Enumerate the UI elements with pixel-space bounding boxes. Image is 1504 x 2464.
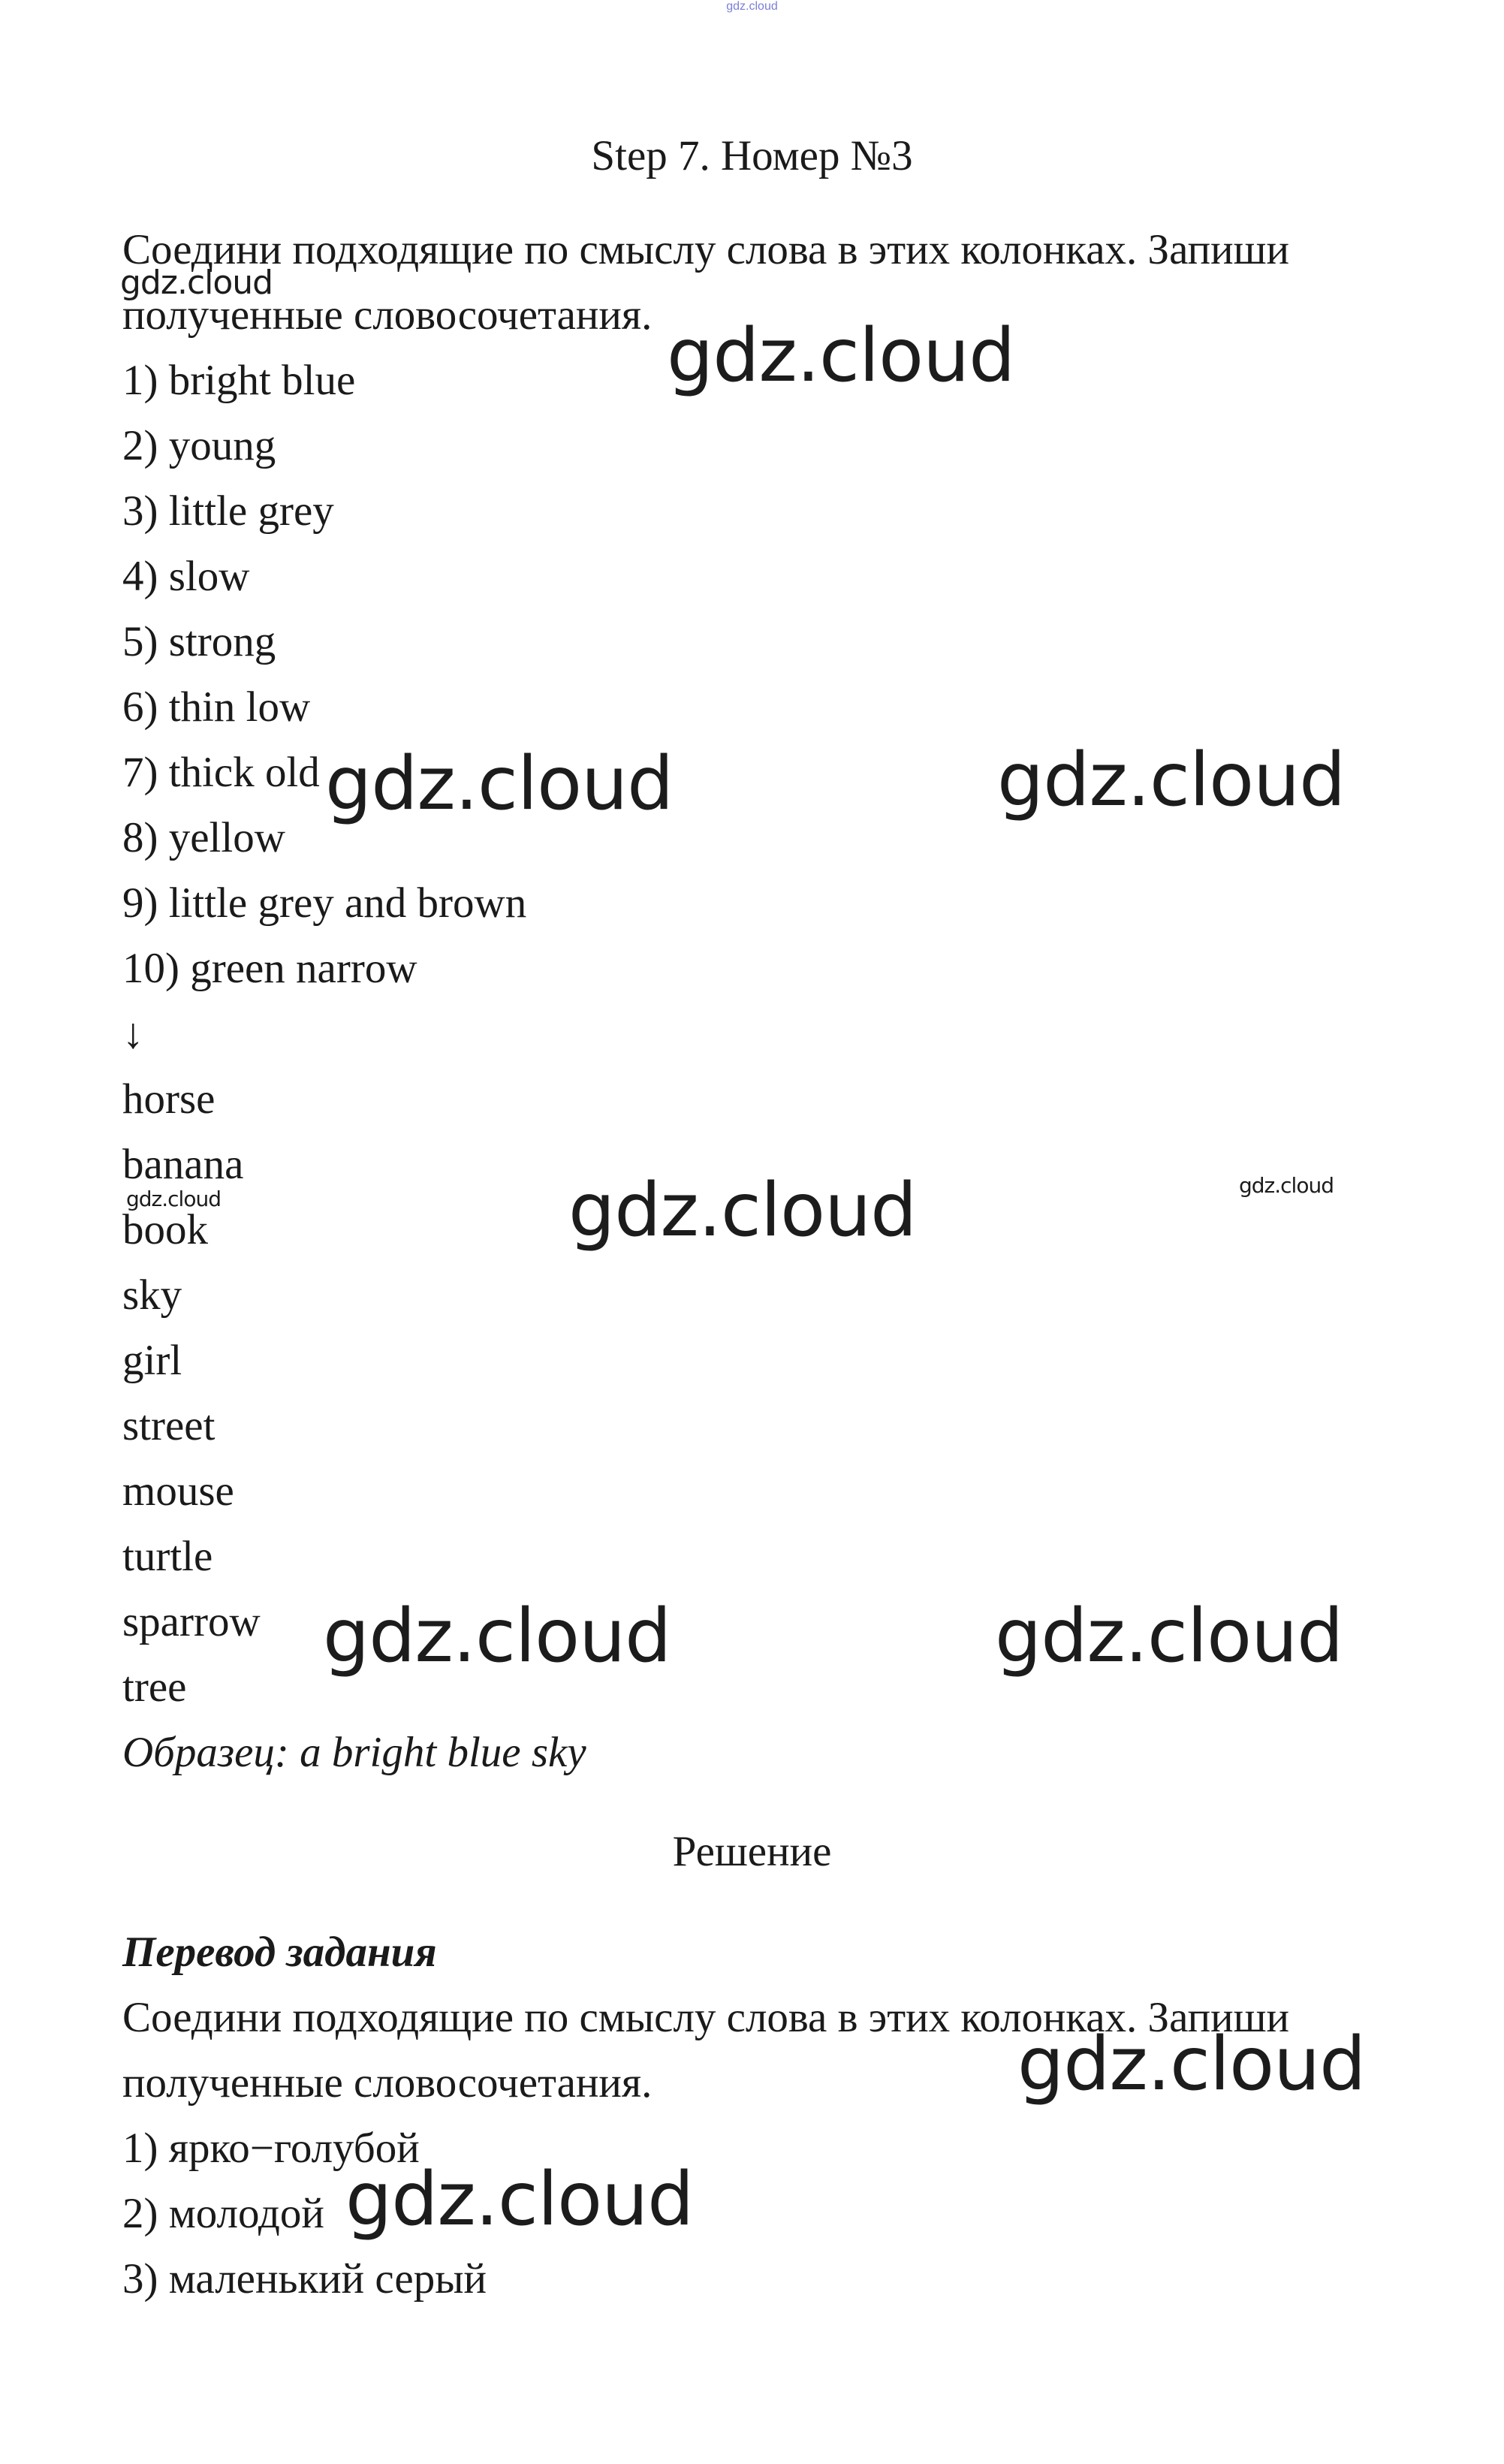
adjective-item: 7) thick old <box>122 749 320 796</box>
noun-item: book <box>122 1206 208 1253</box>
top-watermark: gdz.cloud <box>726 0 778 13</box>
watermark: gdz.cloud <box>667 313 1015 399</box>
noun-item: street <box>122 1402 216 1449</box>
adjective-item: 1) bright blue <box>122 357 356 404</box>
watermark: gdz.cloud <box>323 1594 671 1679</box>
task-instruction-line-2: полученные словосочетания. <box>122 291 653 339</box>
watermark: gdz.cloud <box>997 737 1346 823</box>
watermark: gdz.cloud <box>995 1594 1343 1679</box>
down-arrow-icon: ↓ <box>122 1010 144 1057</box>
adjective-item: 10) green narrow <box>122 945 417 992</box>
noun-item: banana <box>122 1141 244 1188</box>
noun-item: turtle <box>122 1533 213 1580</box>
noun-item: sky <box>122 1271 182 1319</box>
translation-instruction-line-2: полученные словосочетания. <box>122 2059 653 2107</box>
adjective-item: 4) slow <box>122 553 250 600</box>
noun-item: horse <box>122 1075 216 1123</box>
adjective-item: 8) yellow <box>122 814 285 861</box>
adjective-item: 2) young <box>122 422 276 469</box>
page-title: Step 7. Номер №3 <box>591 132 913 179</box>
watermark: gdz.cloud <box>120 264 273 302</box>
translation-item: 1) ярко−голубой <box>122 2125 420 2172</box>
adjective-item: 3) little grey <box>122 487 334 535</box>
noun-item: girl <box>122 1337 182 1384</box>
adjective-item: 6) thin low <box>122 683 311 731</box>
watermark: gdz.cloud <box>126 1187 221 1211</box>
example-text: Образец: a bright blue sky <box>122 1729 586 1776</box>
watermark: gdz.cloud <box>1239 1173 1334 1198</box>
watermark: gdz.cloud <box>325 741 674 827</box>
translation-instruction-line-1: Соедини подходящие по смыслу слова в этих колонках. Запиши <box>122 1994 1290 2041</box>
noun-item: sparrow <box>122 1598 261 1645</box>
watermark: gdz.cloud <box>568 1168 917 1253</box>
task-instruction-line-1: Соедини подходящие по смыслу слова в этих колонках. Запиши <box>122 226 1290 273</box>
translation-item: 3) маленький серый <box>122 2255 487 2303</box>
watermark: gdz.cloud <box>345 2157 694 2242</box>
watermark: gdz.cloud <box>1017 2022 1366 2107</box>
noun-item: tree <box>122 1663 187 1711</box>
translation-item: 2) молодой <box>122 2190 324 2237</box>
solution-heading: Решение <box>672 1828 832 1875</box>
translation-heading: Перевод задания <box>122 1929 437 1976</box>
noun-item: mouse <box>122 1467 234 1515</box>
adjective-item: 5) strong <box>122 618 276 665</box>
adjective-item: 9) little grey and brown <box>122 879 527 927</box>
